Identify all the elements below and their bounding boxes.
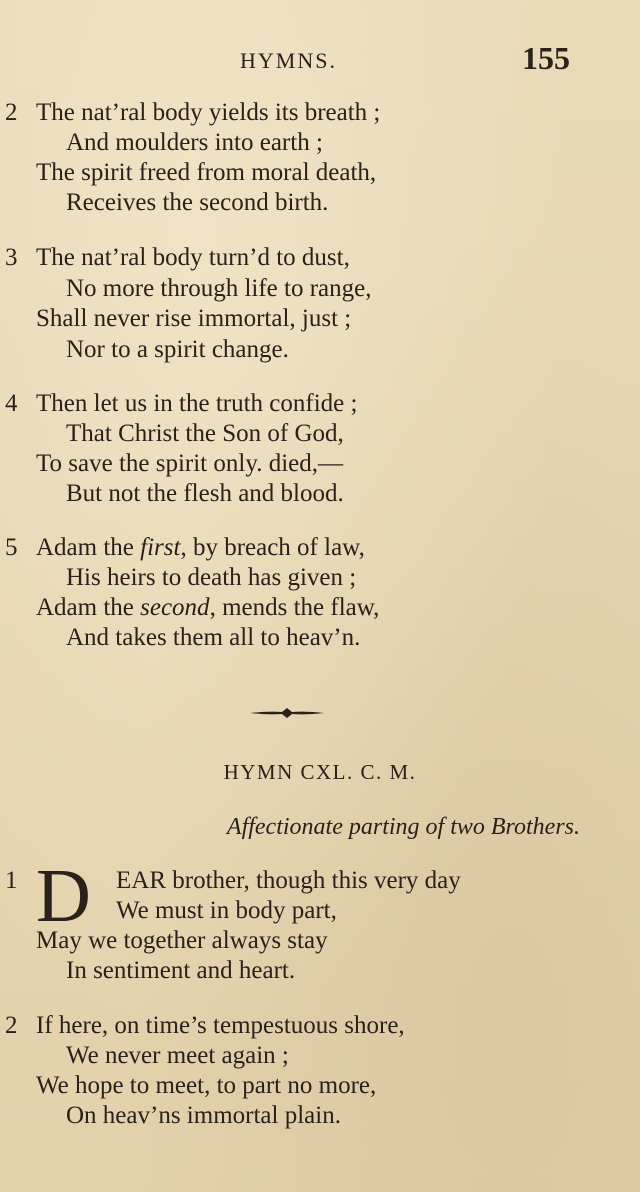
verse-line: [36, 593, 379, 623]
verse-line: The nat’ral body yields its breath ;: [36, 99, 381, 126]
stanza-number: 1: [5, 867, 18, 894]
verse-line: Shall never rise immortal, just ;: [36, 305, 352, 332]
italic-word: first: [140, 534, 181, 561]
verse-line: And takes them all to heav’n.: [66, 624, 361, 651]
verse-line: EAR brother, though this very day: [116, 867, 461, 894]
verse-line: No more through life to range,: [66, 275, 372, 302]
verse-line: In sentiment and heart.: [66, 957, 296, 984]
verse-text: , mends the flaw,: [209, 594, 380, 621]
verse-line: Nor to a spirit change.: [66, 336, 289, 363]
verse-line: May we together always stay: [36, 927, 328, 954]
verse-line: We hope to meet, to part no more,: [36, 1072, 377, 1099]
verse-line: Receives the second birth.: [66, 189, 329, 216]
verse-text: Adam the: [36, 594, 141, 621]
verse-line: [36, 533, 365, 563]
verse-line: The nat’ral body turn’d to dust,: [36, 244, 350, 271]
stanza-number: 3: [5, 244, 18, 271]
hymn-subtitle: Affectionate parting of two Brothers.: [226, 814, 580, 840]
verse-line: On heav’ns immortal plain.: [66, 1102, 341, 1129]
verse-line: But not the flesh and blood.: [66, 480, 344, 507]
stanza-number: 2: [5, 99, 18, 126]
stanza-number: 4: [5, 390, 18, 417]
drop-cap: D: [36, 854, 91, 938]
verse-line: That Christ the Son of God,: [66, 420, 344, 447]
running-title: HYMNS.: [240, 48, 337, 73]
page-number: 155: [522, 40, 570, 76]
verse-line: The spirit freed from moral death,: [36, 159, 377, 186]
stanza-number: 2: [5, 1012, 18, 1039]
verse-line: Then let us in the truth confide ;: [36, 390, 358, 417]
verse-text: Adam the: [36, 534, 141, 561]
ornamental-divider-icon: [248, 704, 326, 722]
verse-line: If here, on time’s tempestuous shore,: [36, 1012, 405, 1039]
stanza-number: 5: [5, 534, 18, 561]
verse-line: We never meet again ;: [66, 1042, 289, 1069]
verse-line: His heirs to death has given ;: [66, 564, 357, 591]
italic-word: second: [140, 594, 210, 621]
running-head: [0, 40, 640, 78]
hymn-title: HYMN CXL. C. M.: [223, 760, 417, 784]
verse-line: To save the spirit only. died,—: [36, 450, 343, 477]
verse-line: We must in body part,: [116, 897, 337, 924]
verse-text: , by breach of law,: [180, 534, 365, 561]
verse-line: And moulders into earth ;: [66, 129, 323, 156]
